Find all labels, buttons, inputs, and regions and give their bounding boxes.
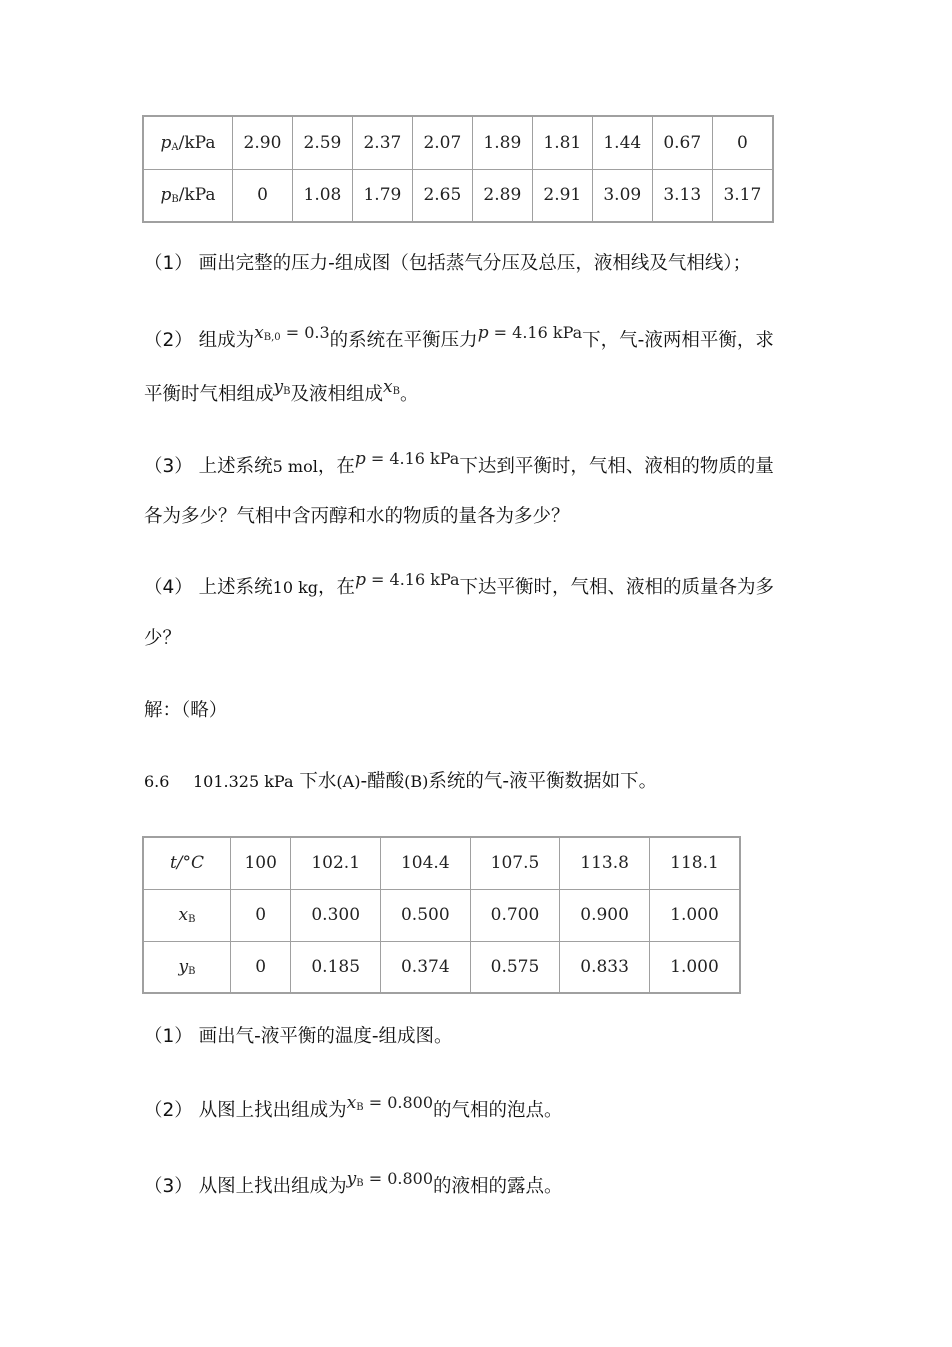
- row-label-yb: $y_B$: [143, 941, 231, 993]
- row-label-t: t/°C: [143, 837, 231, 889]
- table-row-xb: [143, 889, 740, 941]
- table-cell: 113.8: [560, 837, 650, 889]
- table-cell: 0.374: [381, 941, 471, 993]
- table-cell: 0.300: [291, 889, 381, 941]
- table-cell: 2.65: [412, 169, 472, 222]
- table-cell: 1.79: [352, 169, 412, 222]
- question-3-line-1: （3） 上述系统5 mol，在p = 4.16 kPa下达到平衡时，气相、液相的物质的量: [144, 449, 774, 477]
- table-cell: 2.59: [292, 116, 352, 169]
- table-cell: 0.575: [470, 941, 560, 993]
- vle-data-table: [142, 836, 741, 994]
- table-cell: 2.91: [532, 169, 592, 222]
- table-row-t: [143, 837, 740, 889]
- table-cell: 0.185: [291, 941, 381, 993]
- table-cell: 102.1: [291, 837, 381, 889]
- table-cell: 0: [231, 889, 291, 941]
- table-cell: 1.08: [292, 169, 352, 222]
- table-cell: 0: [233, 169, 293, 222]
- table-cell: 100: [231, 837, 291, 889]
- question-2-line-1: （2） 组成为$x_{B,0} = 0.3$的系统在平衡压力p = 4.16 kPa下，气-液两相平衡，求: [144, 323, 774, 351]
- problem-6-6-heading: 6.6 101.325 kPa 下水(A)-醋酸(B)系统的气-液平衡数据如下。: [144, 771, 658, 792]
- table-cell: 1.89: [472, 116, 532, 169]
- question-4-line-1: （4） 上述系统10 kg，在p = 4.16 kPa下达平衡时，气相、液相的质量各为多: [144, 570, 775, 598]
- answer-text: 解：（略）: [144, 700, 228, 721]
- table-cell: 1.000: [649, 941, 740, 993]
- table-cell: 118.1: [649, 837, 740, 889]
- table-cell: 3.09: [592, 169, 652, 222]
- table-cell: 3.17: [712, 169, 773, 222]
- table-cell: 0.67: [652, 116, 712, 169]
- table-row-pa: [143, 116, 773, 169]
- table-cell: 1.000: [649, 889, 740, 941]
- table-cell: 1.44: [592, 116, 652, 169]
- table-cell: 3.13: [652, 169, 712, 222]
- table-cell: 107.5: [470, 837, 560, 889]
- table-cell: 0.500: [381, 889, 471, 941]
- table-cell: 2.07: [412, 116, 472, 169]
- row-label-xb: $x_B$: [143, 889, 231, 941]
- table-cell: 2.89: [472, 169, 532, 222]
- question-6-6-2: （2） 从图上找出组成为$x_B = 0.800$的气相的泡点。: [144, 1093, 563, 1121]
- question-6-6-3: （3） 从图上找出组成为$y_B = 0.800$的液相的露点。: [144, 1169, 563, 1197]
- row-label-pb: $p_B$/kPa: [143, 169, 233, 222]
- table-cell: 1.81: [532, 116, 592, 169]
- table-cell: 2.37: [352, 116, 412, 169]
- row-label-pa: $p_A$/kPa: [143, 116, 233, 169]
- table-cell: 0.900: [560, 889, 650, 941]
- question-3-line-2: 各为多少？气相中含丙醇和水的物质的量各为多少？: [144, 506, 570, 527]
- table-cell: 2.90: [233, 116, 293, 169]
- table-cell: 104.4: [381, 837, 471, 889]
- vapor-pressure-table: [142, 115, 774, 223]
- table-row-pb: [143, 169, 773, 222]
- question-4-line-2: 少？: [144, 628, 182, 649]
- table-row-yb: [143, 941, 740, 993]
- question-1: （1） 画出完整的压力-组成图（包括蒸气分压及总压，液相线及气相线）；: [144, 253, 752, 274]
- table-cell: 0.833: [560, 941, 650, 993]
- table-cell: 0.700: [470, 889, 560, 941]
- question-2-line-2: 平衡时气相组成$y_B$及液相组成$x_B$。: [144, 377, 419, 405]
- table-cell: 0: [231, 941, 291, 993]
- question-6-6-1: （1） 画出气-液平衡的温度-组成图。: [144, 1026, 453, 1047]
- table-cell: 0: [712, 116, 773, 169]
